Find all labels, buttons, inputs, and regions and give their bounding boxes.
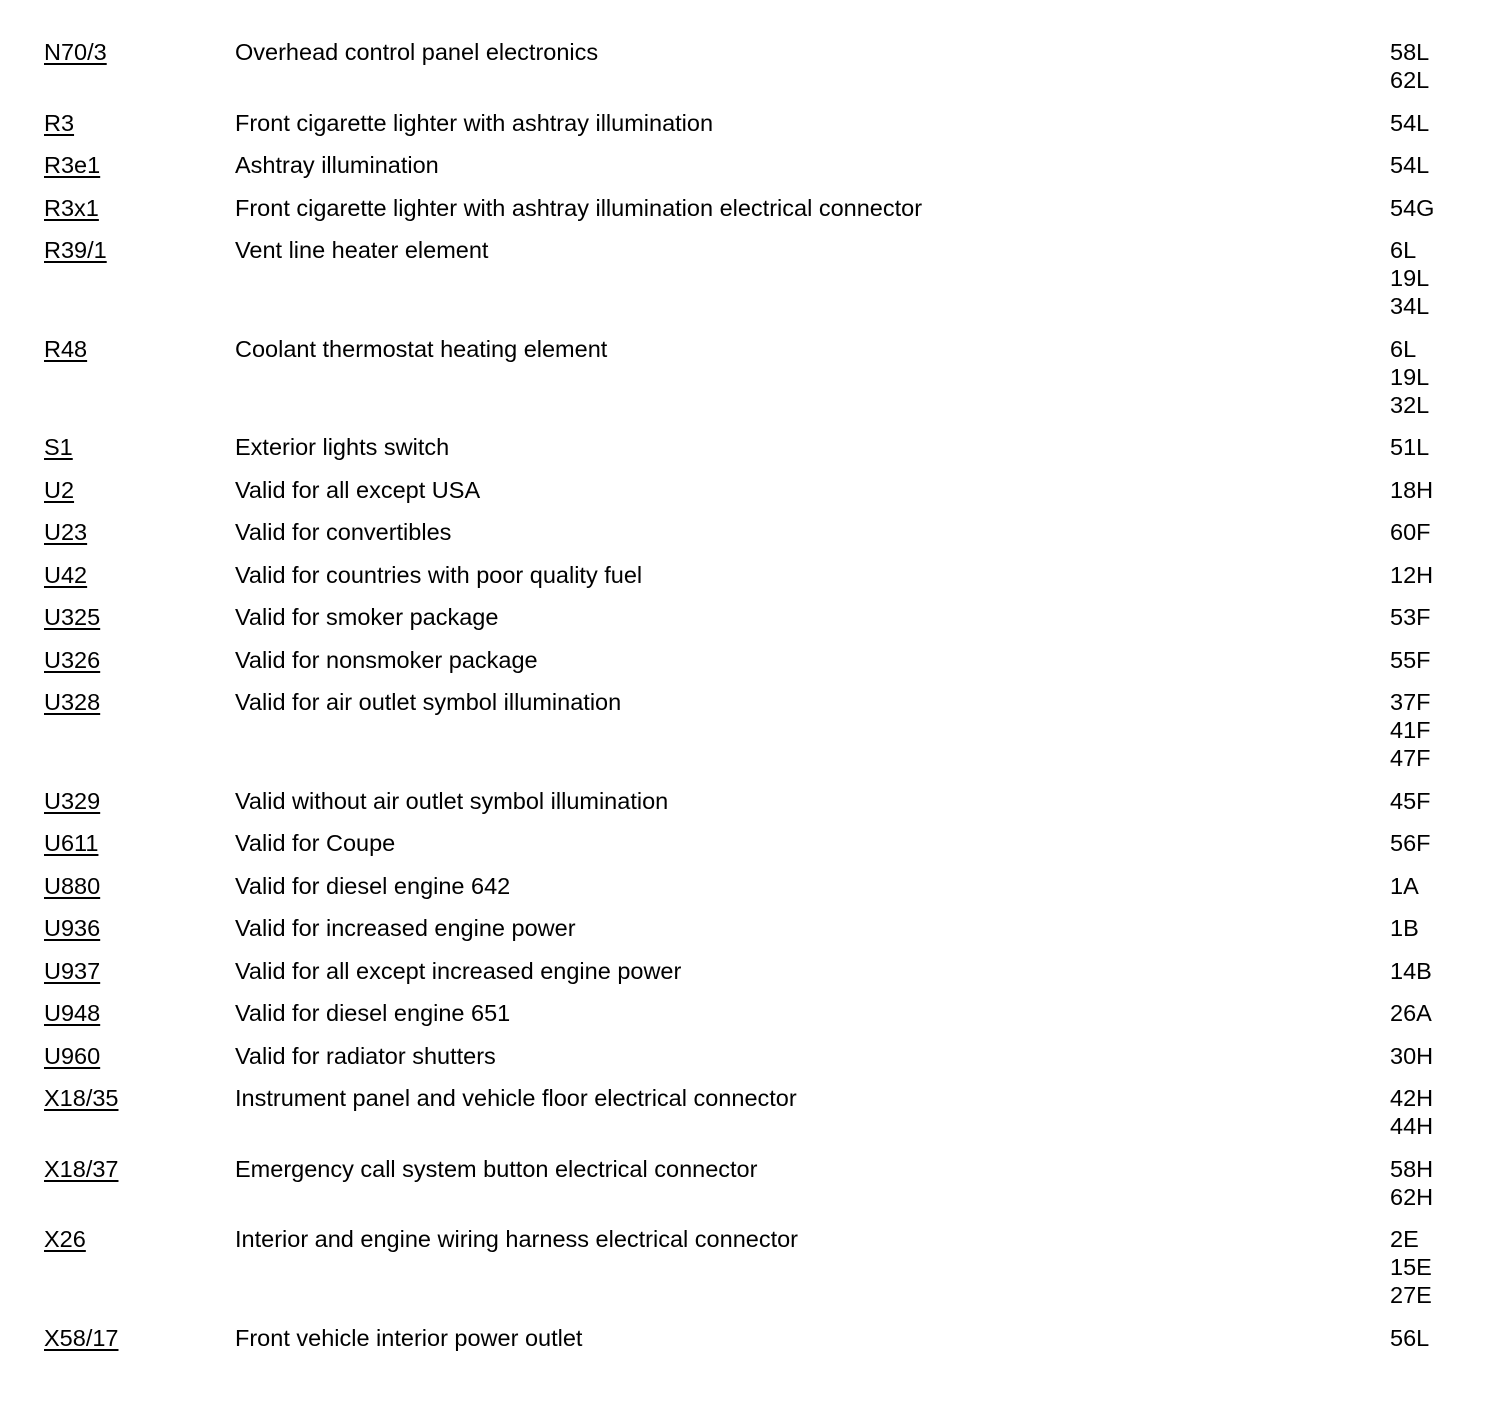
component-code-link[interactable]: U328 bbox=[44, 689, 101, 715]
grid-location: 18H bbox=[1390, 476, 1434, 503]
legend-row bbox=[44, 999, 1464, 1027]
grid-location: 26A bbox=[1390, 1000, 1432, 1026]
grid-location: 55F bbox=[1390, 646, 1431, 673]
legend-row bbox=[44, 872, 1464, 900]
grid-location-list bbox=[1390, 872, 1464, 900]
component-code-link[interactable]: R48 bbox=[44, 335, 88, 362]
component-code-link[interactable]: R3e1 bbox=[44, 152, 101, 178]
grid-location-list bbox=[1390, 433, 1464, 461]
component-code-link[interactable]: N70/3 bbox=[44, 39, 107, 65]
component-description: Valid for convertibles bbox=[235, 519, 452, 545]
component-description: Emergency call system button electrical connector bbox=[235, 1155, 758, 1182]
grid-location: 54L bbox=[1390, 152, 1430, 178]
component-code-link[interactable]: U880 bbox=[44, 872, 101, 899]
component-description: Valid for nonsmoker package bbox=[235, 646, 538, 673]
component-code-link[interactable]: U937 bbox=[44, 957, 101, 984]
component-code-link[interactable]: R3x1 bbox=[44, 194, 99, 221]
grid-location: 6L bbox=[1390, 237, 1417, 263]
grid-location: 32L bbox=[1390, 391, 1430, 418]
grid-location: 41F bbox=[1390, 717, 1431, 743]
grid-location: 51L bbox=[1390, 434, 1430, 460]
grid-location-list bbox=[1390, 236, 1464, 320]
component-code-link[interactable]: X26 bbox=[44, 1226, 86, 1252]
component-code-link[interactable]: U329 bbox=[44, 787, 101, 814]
legend-row bbox=[44, 335, 1464, 419]
legend-row bbox=[44, 1324, 1464, 1352]
legend-row bbox=[44, 1225, 1464, 1309]
grid-location-list bbox=[1390, 1155, 1464, 1211]
component-legend-table bbox=[44, 38, 1464, 1366]
grid-location-list bbox=[1390, 914, 1464, 942]
component-description: Valid for diesel engine 651 bbox=[235, 1000, 511, 1026]
grid-location-list bbox=[1390, 109, 1464, 137]
grid-location-list bbox=[1390, 561, 1464, 589]
grid-location: 27E bbox=[1390, 1282, 1432, 1308]
component-code-link[interactable]: U42 bbox=[44, 561, 88, 588]
grid-location: 2E bbox=[1390, 1226, 1419, 1252]
grid-location-list bbox=[1390, 1042, 1464, 1070]
grid-location-list bbox=[1390, 335, 1464, 419]
grid-location: 54G bbox=[1390, 194, 1435, 221]
legend-row bbox=[44, 561, 1464, 589]
component-code-link[interactable]: X18/37 bbox=[44, 1155, 119, 1182]
grid-location-list bbox=[1390, 1324, 1464, 1352]
component-code-link[interactable]: U325 bbox=[44, 604, 101, 630]
legend-row bbox=[44, 787, 1464, 815]
grid-location-list bbox=[1390, 957, 1464, 985]
grid-location-list bbox=[1390, 688, 1464, 772]
grid-location: 53F bbox=[1390, 604, 1431, 630]
component-description: Valid for Coupe bbox=[235, 830, 396, 856]
grid-location: 56F bbox=[1390, 830, 1431, 856]
component-description: Coolant thermostat heating element bbox=[235, 335, 608, 362]
grid-location-list bbox=[1390, 603, 1464, 631]
legend-row bbox=[44, 957, 1464, 985]
legend-row bbox=[44, 518, 1464, 546]
grid-location: 60F bbox=[1390, 519, 1431, 545]
grid-location: 47F bbox=[1390, 745, 1431, 771]
legend-row bbox=[44, 109, 1464, 137]
grid-location: 1A bbox=[1390, 872, 1419, 899]
grid-location: 58L bbox=[1390, 39, 1430, 65]
grid-location-list bbox=[1390, 151, 1464, 179]
component-description: Front vehicle interior power outlet bbox=[235, 1324, 583, 1351]
grid-location: 12H bbox=[1390, 561, 1434, 588]
component-description: Instrument panel and vehicle floor electrical connector bbox=[235, 1085, 797, 1111]
component-description: Valid without air outlet symbol illumination bbox=[235, 787, 669, 814]
legend-row bbox=[44, 476, 1464, 504]
component-code-link[interactable]: U23 bbox=[44, 519, 88, 545]
grid-location: 1B bbox=[1390, 915, 1419, 941]
grid-location: 42H bbox=[1390, 1085, 1434, 1111]
component-description: Valid for countries with poor quality fuel bbox=[235, 561, 643, 588]
grid-location: 19L bbox=[1390, 363, 1430, 390]
component-description: Front cigarette lighter with ashtray illumination electrical connector bbox=[235, 194, 923, 221]
grid-location: 37F bbox=[1390, 689, 1431, 715]
grid-location-list bbox=[1390, 476, 1464, 504]
grid-location: 56L bbox=[1390, 1324, 1430, 1351]
component-description: Valid for air outlet symbol illumination bbox=[235, 689, 622, 715]
component-description: Valid for all except USA bbox=[235, 476, 481, 503]
component-description: Exterior lights switch bbox=[235, 434, 450, 460]
legend-row bbox=[44, 236, 1464, 320]
legend-row bbox=[44, 1042, 1464, 1070]
component-description: Valid for all except increased engine power bbox=[235, 957, 682, 984]
grid-location-list bbox=[1390, 646, 1464, 674]
grid-location-list bbox=[1390, 787, 1464, 815]
grid-location: 44H bbox=[1390, 1113, 1434, 1139]
component-code-link[interactable]: R39/1 bbox=[44, 237, 107, 263]
grid-location: 30H bbox=[1390, 1042, 1434, 1069]
legend-row bbox=[44, 603, 1464, 631]
legend-row bbox=[44, 38, 1464, 94]
legend-row bbox=[44, 433, 1464, 461]
component-code-link[interactable]: U326 bbox=[44, 646, 101, 673]
grid-location-list bbox=[1390, 999, 1464, 1027]
grid-location: 45F bbox=[1390, 787, 1431, 814]
component-description: Valid for smoker package bbox=[235, 604, 499, 630]
grid-location: 62H bbox=[1390, 1183, 1434, 1210]
component-description: Valid for diesel engine 642 bbox=[235, 872, 511, 899]
legend-row bbox=[44, 914, 1464, 942]
component-code-link[interactable]: U936 bbox=[44, 915, 101, 941]
component-code-link[interactable]: X58/17 bbox=[44, 1324, 119, 1351]
component-code-link[interactable]: R3 bbox=[44, 109, 75, 136]
legend-row bbox=[44, 194, 1464, 222]
grid-location: 34L bbox=[1390, 293, 1430, 319]
grid-location-list bbox=[1390, 38, 1464, 94]
legend-row bbox=[44, 646, 1464, 674]
component-description: Vent line heater element bbox=[235, 237, 489, 263]
component-description: Interior and engine wiring harness electrical connector bbox=[235, 1226, 799, 1252]
legend-row bbox=[44, 1155, 1464, 1211]
legend-row bbox=[44, 829, 1464, 857]
grid-location-list bbox=[1390, 1225, 1464, 1309]
grid-location: 15E bbox=[1390, 1254, 1432, 1280]
grid-location-list bbox=[1390, 194, 1464, 222]
component-code-link[interactable]: U611 bbox=[44, 830, 99, 856]
component-code-link[interactable]: U960 bbox=[44, 1042, 101, 1069]
grid-location: 19L bbox=[1390, 265, 1430, 291]
component-description: Overhead control panel electronics bbox=[235, 39, 599, 65]
component-code-link[interactable]: S1 bbox=[44, 434, 73, 460]
grid-location: 54L bbox=[1390, 109, 1430, 136]
component-description: Valid for radiator shutters bbox=[235, 1042, 496, 1069]
grid-location: 58H bbox=[1390, 1155, 1434, 1182]
grid-location-list bbox=[1390, 1084, 1464, 1140]
component-description: Valid for increased engine power bbox=[235, 915, 576, 941]
legend-row bbox=[44, 151, 1464, 179]
legend-row bbox=[44, 1084, 1464, 1140]
grid-location: 14B bbox=[1390, 957, 1432, 984]
component-code-link[interactable]: U2 bbox=[44, 476, 75, 503]
grid-location: 6L bbox=[1390, 335, 1417, 362]
grid-location-list bbox=[1390, 518, 1464, 546]
grid-location-list bbox=[1390, 829, 1464, 857]
grid-location: 62L bbox=[1390, 67, 1430, 93]
component-code-link[interactable]: X18/35 bbox=[44, 1085, 119, 1111]
legend-row bbox=[44, 688, 1464, 772]
component-code-link[interactable]: U948 bbox=[44, 1000, 101, 1026]
component-description: Ashtray illumination bbox=[235, 152, 439, 178]
component-description: Front cigarette lighter with ashtray illumination bbox=[235, 109, 714, 136]
